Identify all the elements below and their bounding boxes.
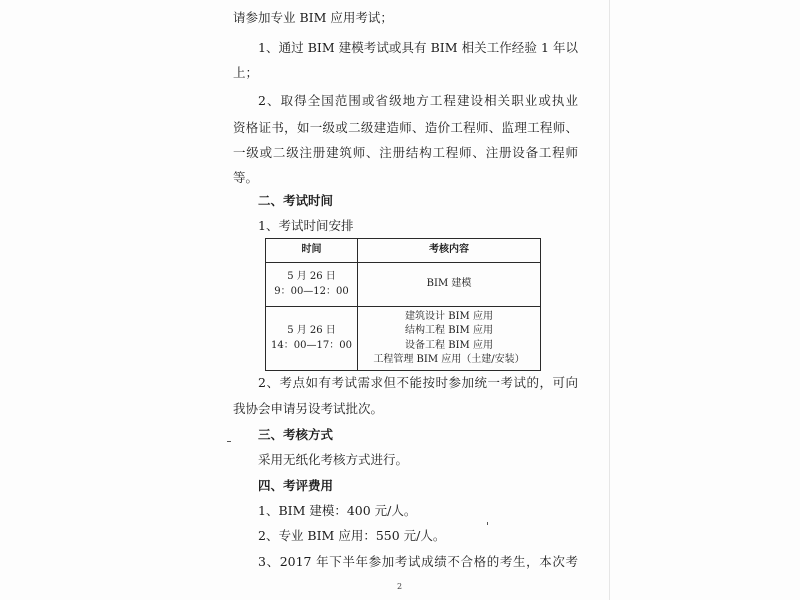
eligibility-item-2-line-1: 2、取得全国范围或省级地方工程建设相关职业或执业 (258, 93, 578, 108)
scan-speck (227, 441, 231, 442)
section-3-heading: 三、考核方式 (258, 427, 334, 442)
eligibility-item-2-line-3: 一级或二级注册建筑师、注册结构工程师、注册设备工程师 (233, 145, 578, 160)
fee-item-1: 1、BIM 建模：400 元/人。 (258, 503, 417, 518)
section-4-heading: 四、考评费用 (258, 478, 334, 493)
content-item: 工程管理 BIM 应用（土建/安装） (373, 354, 525, 365)
content-item: 结构工程 BIM 应用 (405, 325, 493, 336)
eligibility-item-1-line-1: 1、通过 BIM 建模考试或具有 BIM 相关工作经验 1 年以 (258, 40, 578, 55)
table-cell-content (358, 307, 541, 371)
time-range: 9：00—12：00 (274, 285, 349, 297)
table-header-content: 考核内容 (358, 239, 541, 263)
table-cell-content (358, 263, 541, 307)
table-cell-time (266, 263, 358, 307)
content-item: BIM 建模 (426, 278, 472, 290)
section-2-heading: 二、考试时间 (258, 193, 334, 208)
eligibility-item-2-line-4: 等。 (233, 170, 259, 185)
table-row (266, 263, 541, 307)
eligibility-item-2-line-2: 资格证书，如一级或二级建造师、造价工程师、监理工程师、 (233, 120, 578, 135)
page-number: 2 (397, 582, 403, 591)
table-header-time: 时间 (266, 239, 358, 263)
time-date: 5 月 26 日 (287, 271, 336, 282)
section-2-sub-2-line-2: 我协会申请另设考试批次。 (233, 401, 384, 416)
eligibility-intro: 请参加专业 BIM 应用考试； (233, 10, 393, 25)
fee-item-3: 3、2017 年下半年参加考试成绩不合格的考生，本次考 (258, 554, 578, 569)
table-cell-time (266, 307, 358, 371)
time-range: 14：00—17：00 (271, 339, 352, 351)
section-2-sub-2-line-1: 2、考点如有考试需求但不能按时参加统一考试的，可向 (258, 375, 578, 390)
time-date: 5 月 26 日 (287, 325, 336, 336)
scan-speck (487, 522, 488, 525)
table-row (266, 307, 541, 371)
content-item: 设备工程 BIM 应用 (405, 339, 493, 351)
paper-edge (609, 0, 610, 600)
section-2-sub-1: 1、考试时间安排 (258, 218, 354, 233)
exam-schedule-table (265, 238, 541, 371)
section-3-body: 采用无纸化考核方式进行。 (258, 452, 409, 467)
content-item: 建筑设计 BIM 应用 (405, 310, 493, 322)
eligibility-item-1-line-2: 上； (233, 65, 259, 80)
fee-item-2: 2、专业 BIM 应用：550 元/人。 (258, 528, 446, 543)
table-header-row (266, 239, 541, 263)
